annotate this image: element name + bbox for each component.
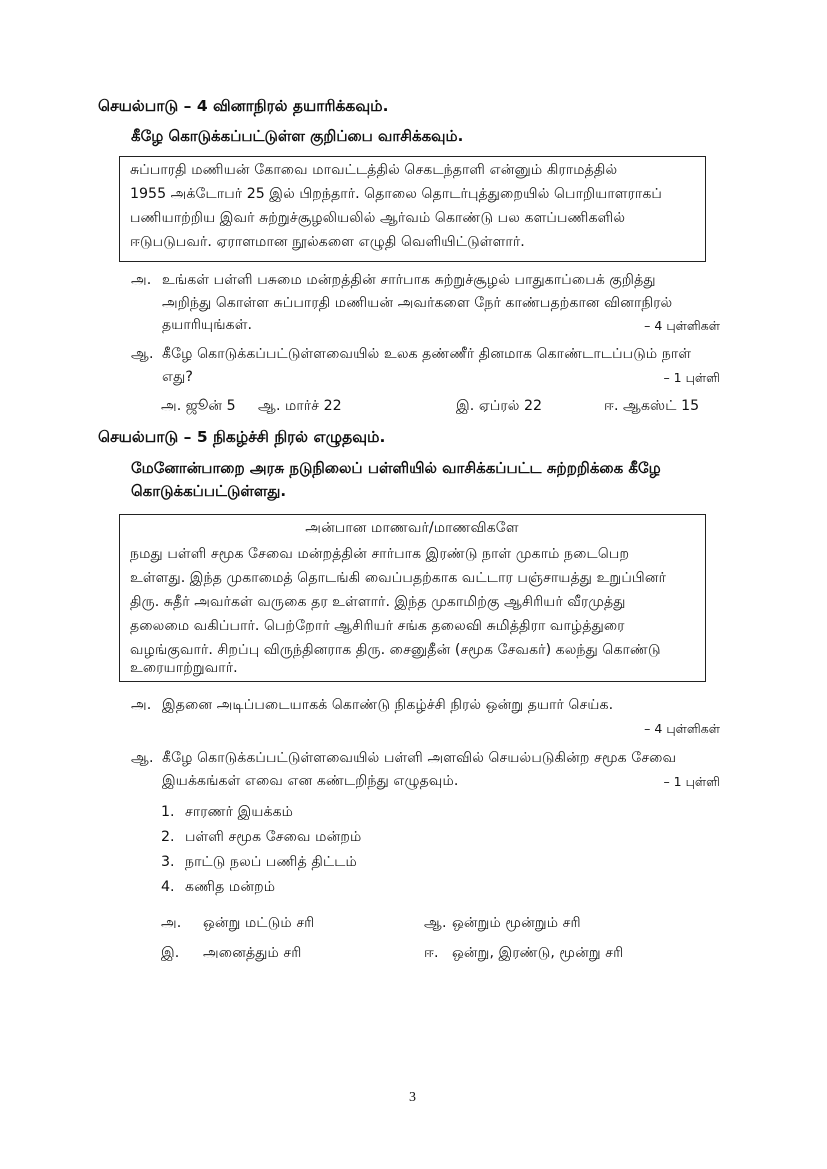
answer-option: அனைத்தும் சரி <box>203 945 302 961</box>
page-number: 3 <box>409 1090 416 1105</box>
circular-title: அன்பான மாணவர்/மாணவிகளே <box>305 520 519 536</box>
question-line: கீழே கொடுக்கப்பட்டுள்ளவையில் உலக தண்ணீர் தினமாக கொண்டாடப்படும் நாள் <box>162 346 692 362</box>
question-line: அறிந்து கொள்ள சுப்பாரதி மணியன் அவர்களை நேர் காண்பதற்கான வினாநிரல் <box>162 295 673 311</box>
question-line: இதனை அடிப்படையாகக் கொண்டு நிகழ்ச்சி நிரல் ஒன்று தயார் செய்க. <box>162 697 614 713</box>
circular-line: தலைமை வகிப்பார். பெற்றோர் ஆசிரியர் சங்க தலைவி சுமித்திரா வாழ்த்துரை <box>130 618 625 634</box>
question-marker: அ. <box>131 272 152 288</box>
list-item: கணித மன்றம் <box>185 879 276 895</box>
marks-label: – 4 புள்ளிகள் <box>644 721 720 736</box>
activity-5-instruction: கொடுக்கப்பட்டுள்ளது. <box>131 482 287 500</box>
circular-line: திரு. சுதீர் அவர்கள் வருகை தர உள்ளார். இந்த முகாமிற்கு ஆசிரியர் வீரமுத்து <box>130 594 626 610</box>
question-line: உங்கள் பள்ளி பசுமை மன்றத்தின் சார்பாக சுற்றுச்சூழல் பாதுகாப்பைக் குறித்து <box>162 272 656 288</box>
answer-option-marker: ஆ. <box>424 915 447 931</box>
activity-5-circular-box <box>119 514 706 682</box>
activity-4-heading: செயல்பாடு – 4 வினாநிரல் தயாரிக்கவும். <box>98 97 389 115</box>
question-marker: அ. <box>131 697 152 713</box>
answer-option: ஈ. ஆகஸ்ட் 15 <box>604 398 700 414</box>
marks-label: – 4 புள்ளிகள் <box>644 318 720 333</box>
question-line: கீழே கொடுக்கப்பட்டுள்ளவையில் பள்ளி அளவில் செயல்படுகின்ற சமூக சேவை <box>162 750 677 766</box>
answer-option: இ. ஏப்ரல் 22 <box>456 398 543 414</box>
circular-line: உள்ளது. இந்த முகாமைத் தொடங்கி வைப்பதற்காக வட்டார பஞ்சாயத்து உறுப்பினர் <box>130 570 667 586</box>
list-item-number: 4. <box>161 879 175 895</box>
activity-5-instruction: மேனோன்பாறை அரசு நடுநிலைப் பள்ளியில் வாசிக்கப்பட்ட சுற்றறிக்கை கீழே <box>131 459 661 477</box>
answer-option: அ. ஜூன் 5 <box>161 398 236 414</box>
answer-option: ஆ. மார்ச் 22 <box>258 398 342 414</box>
answer-option-marker: ஈ. <box>424 945 439 961</box>
passage-line: 1955 அக்டோபர் 25 இல் பிறந்தார். தொலை தொடர்புத்துறையில் பொறியாளராகப் <box>130 186 662 202</box>
answer-option: ஒன்று, இரண்டு, மூன்று சரி <box>452 945 624 961</box>
marks-label: – 1 புள்ளி <box>663 370 720 385</box>
question-line: இயக்கங்கள் எவை என கண்டறிந்து எழுதவும். <box>162 773 459 789</box>
list-item: நாட்டு நலப் பணித் திட்டம் <box>185 854 357 870</box>
circular-line: நமது பள்ளி சமூக சேவை மன்றத்தின் சார்பாக இரண்டு நாள் முகாம் நடைபெற <box>130 546 630 562</box>
passage-line: சுப்பாரதி மணியன் கோவை மாவட்டத்தில் செகடந்தாளி என்னும் கிராமத்தில் <box>130 162 618 178</box>
question-line: தயாரியுங்கள். <box>162 317 253 333</box>
marks-label: – 1 புள்ளி <box>663 774 720 789</box>
list-item-number: 3. <box>161 854 175 870</box>
activity-5-heading: செயல்பாடு – 5 நிகழ்ச்சி நிரல் எழுதவும். <box>98 428 386 446</box>
passage-line: ஈடுபடுபவர். ஏராளமான நூல்களை எழுதி வெளியிட்டுள்ளார். <box>130 234 525 250</box>
list-item-number: 1. <box>161 804 175 820</box>
activity-4-passage-box <box>119 156 706 262</box>
list-item: பள்ளி சமூக சேவை மன்றம் <box>185 829 362 845</box>
circular-line: வழங்குவார். சிறப்பு விருந்தினராக திரு. சைனுதீன் (சமூக சேவகர்) கலந்து கொண்டு <box>130 642 661 658</box>
list-item-number: 2. <box>161 829 175 845</box>
passage-line: பணியாற்றிய இவர் சுற்றுச்சூழலியலில் ஆர்வம் கொண்டு பல களப்பணிகளில் <box>130 210 626 226</box>
circular-line: உரையாற்றுவார். <box>130 660 238 676</box>
answer-option-marker: அ. <box>161 915 182 931</box>
answer-option-marker: இ. <box>161 945 180 961</box>
question-marker: ஆ. <box>131 346 154 362</box>
answer-option: ஒன்று மட்டும் சரி <box>203 915 315 931</box>
question-line: எது? <box>162 369 193 385</box>
answer-option: ஒன்றும் மூன்றும் சரி <box>452 915 581 931</box>
question-marker: ஆ. <box>131 750 154 766</box>
list-item: சாரணர் இயக்கம் <box>185 804 294 820</box>
activity-4-instruction: கீழே கொடுக்கப்பட்டுள்ள குறிப்பை வாசிக்கவும். <box>131 127 464 145</box>
